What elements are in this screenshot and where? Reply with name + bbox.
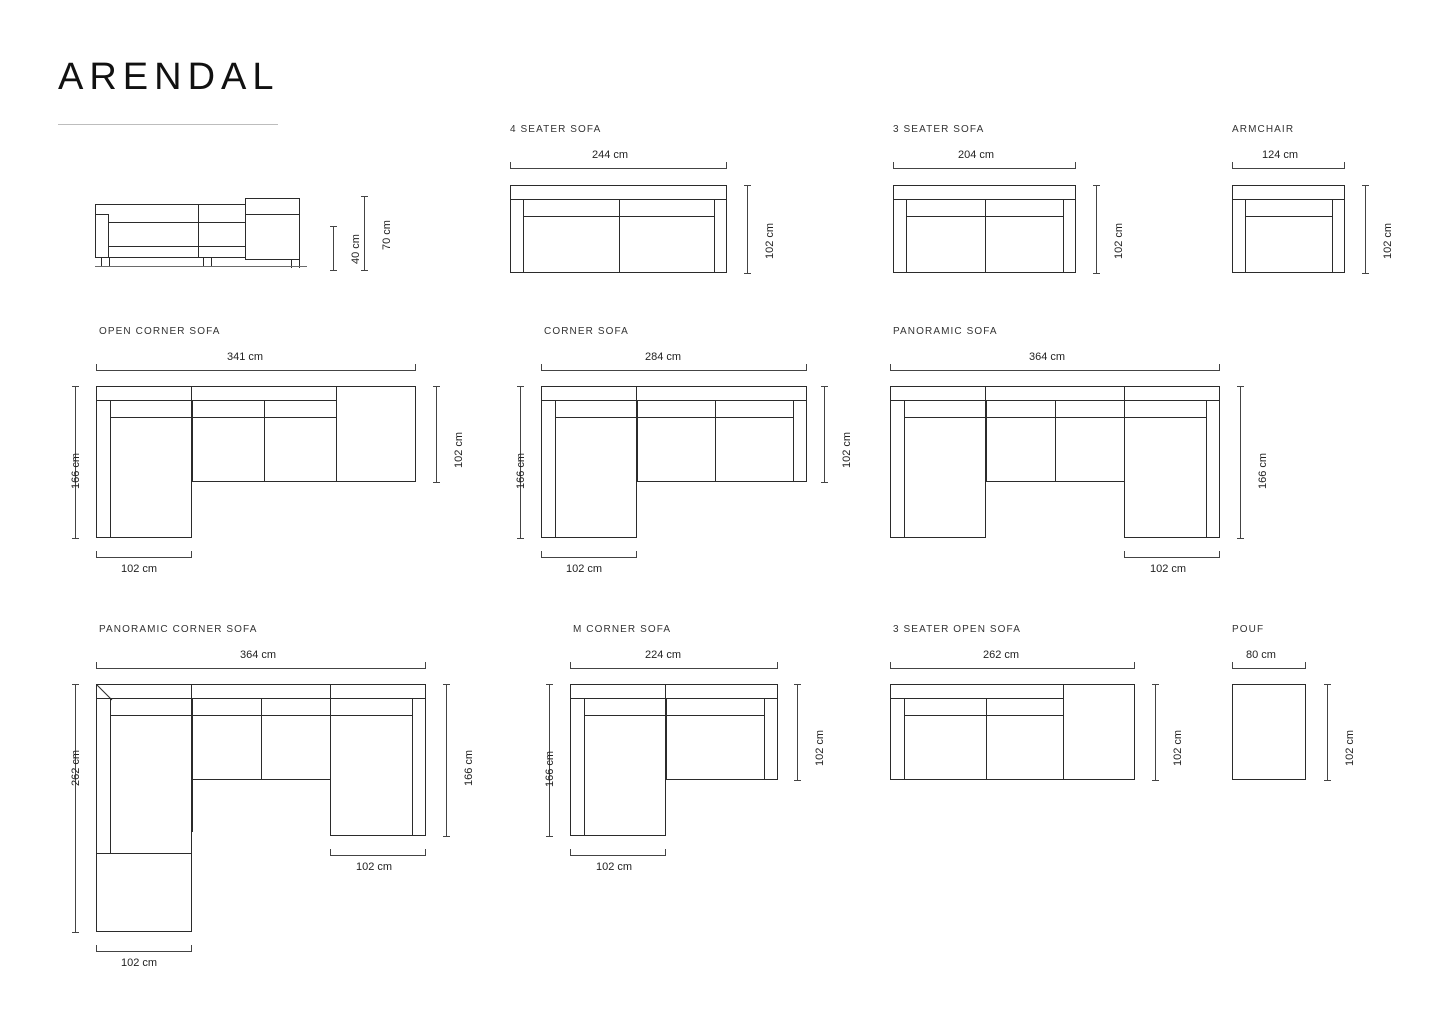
plan-seat-divider bbox=[264, 400, 265, 482]
dim-3open-width: 262 cm bbox=[983, 649, 1020, 661]
plan-arm-left bbox=[110, 400, 111, 538]
plan-arm-left bbox=[555, 400, 556, 538]
plan-arm-left bbox=[906, 199, 907, 273]
perspective-foot bbox=[203, 258, 204, 266]
dim-rule-panoramic-width bbox=[890, 370, 1220, 371]
dim-tick bbox=[330, 849, 331, 856]
dim-tick bbox=[806, 364, 807, 371]
dim-tick bbox=[1219, 364, 1220, 371]
dim-tick bbox=[1152, 780, 1159, 781]
dim-panocorner-width: 364 cm bbox=[240, 649, 277, 661]
plan-seat-divider bbox=[985, 199, 986, 273]
dim-tick bbox=[636, 551, 637, 558]
plan-seat-divider bbox=[986, 698, 987, 780]
plan-cushion-line bbox=[904, 715, 1063, 716]
perspective-foot bbox=[101, 258, 102, 266]
dim-tick bbox=[517, 538, 524, 539]
dim-tick bbox=[443, 836, 450, 837]
plan-backrest-line bbox=[1232, 199, 1345, 200]
dim-tick bbox=[1093, 273, 1100, 274]
dim-mcorner-side: 166 cm bbox=[544, 750, 556, 787]
dim-rule-3open-width bbox=[890, 668, 1135, 669]
plan-panocorner-corner-diagonal bbox=[96, 684, 216, 744]
dim-tick bbox=[361, 196, 368, 197]
perspective-midline bbox=[198, 204, 199, 258]
dim-tick bbox=[570, 849, 571, 856]
dim-rule-mcorner-width bbox=[570, 668, 778, 669]
dim-tick bbox=[794, 780, 801, 781]
dim-tick bbox=[425, 849, 426, 856]
dim-tick bbox=[72, 386, 79, 387]
label-panoramic-sofa: PANORAMIC SOFA bbox=[893, 326, 998, 337]
dim-mcorner-width: 224 cm bbox=[645, 649, 682, 661]
dim-rule-panocorner-arm2 bbox=[330, 855, 426, 856]
brand-divider bbox=[58, 124, 278, 125]
dim-rule-4seater-depth bbox=[747, 185, 748, 273]
dim-tick bbox=[72, 932, 79, 933]
dim-rule-seat-40 bbox=[333, 226, 334, 270]
dim-tick bbox=[72, 684, 79, 685]
dim-panocorner-side: 262 cm bbox=[70, 749, 82, 786]
dim-tick bbox=[665, 849, 666, 856]
plan-cushion-line bbox=[110, 417, 336, 418]
dim-tick bbox=[1237, 538, 1244, 539]
plan-pouf bbox=[1232, 684, 1306, 780]
dim-tick bbox=[821, 386, 828, 387]
dim-rule-pouf-depth bbox=[1327, 684, 1328, 780]
label-pouf: POUF bbox=[1232, 624, 1265, 635]
plan-cushion-line bbox=[584, 715, 764, 716]
dim-tick bbox=[96, 364, 97, 371]
dim-rule-opencorner-width bbox=[96, 370, 416, 371]
dim-tick bbox=[1237, 386, 1244, 387]
dim-tick bbox=[1324, 780, 1331, 781]
dim-tick bbox=[1152, 684, 1159, 685]
dim-corner-depth: 102 cm bbox=[841, 431, 853, 468]
plan-open-end-divider bbox=[1063, 684, 1064, 780]
dim-panoramic-arm: 102 cm bbox=[1150, 563, 1187, 575]
plan-arm-left bbox=[904, 400, 905, 538]
dim-rule-mcorner-arm bbox=[570, 855, 666, 856]
label-4-seater-sofa: 4 SEATER SOFA bbox=[510, 124, 602, 135]
dim-panoramic-side: 166 cm bbox=[1257, 452, 1269, 489]
dim-rule-panoramic-side bbox=[1240, 386, 1241, 538]
dim-rule-panoramic-arm bbox=[1124, 557, 1220, 558]
dim-corner-side: 166 cm bbox=[515, 452, 527, 489]
dim-tick bbox=[361, 270, 368, 271]
perspective-foot bbox=[109, 258, 110, 266]
label-3-seater-open-sofa: 3 SEATER OPEN SOFA bbox=[893, 624, 1021, 635]
perspective-right-module bbox=[245, 198, 300, 260]
dim-tick bbox=[1232, 162, 1233, 169]
dim-tick bbox=[72, 538, 79, 539]
plan-backrest-line bbox=[96, 400, 336, 401]
plan-cushion-line bbox=[1245, 216, 1332, 217]
perspective-right-backline bbox=[245, 214, 300, 215]
plan-backrest-line bbox=[890, 698, 1063, 699]
dim-rule-3seater-width bbox=[893, 168, 1076, 169]
dim-rule-3open-depth bbox=[1155, 684, 1156, 780]
dim-panoramic-width: 364 cm bbox=[1029, 351, 1066, 363]
plan-seat-divider bbox=[1055, 400, 1056, 482]
plan-arm-left bbox=[904, 698, 905, 780]
plan-arm-right bbox=[714, 199, 715, 273]
dim-corner-width: 284 cm bbox=[645, 351, 682, 363]
dim-tick bbox=[1344, 162, 1345, 169]
dim-rule-3seater-depth bbox=[1096, 185, 1097, 273]
dim-4seater-depth: 102 cm bbox=[764, 222, 776, 259]
dim-tick bbox=[821, 482, 828, 483]
dim-rule-opencorner-depth bbox=[436, 386, 437, 482]
dim-height-70: 70 cm bbox=[381, 220, 393, 250]
dim-tick bbox=[425, 662, 426, 669]
dim-tick bbox=[1093, 185, 1100, 186]
dim-rule-panocorner-width bbox=[96, 668, 426, 669]
dim-tick bbox=[96, 662, 97, 669]
dim-tick bbox=[541, 551, 542, 558]
plan-arm-right bbox=[1206, 400, 1207, 538]
dim-tick bbox=[893, 162, 894, 169]
dim-tick bbox=[726, 162, 727, 169]
plan-seat-divider bbox=[666, 698, 667, 780]
dim-rule-panocorner-arm bbox=[96, 951, 192, 952]
plan-seat-divider bbox=[192, 400, 193, 482]
dim-tick bbox=[744, 273, 751, 274]
dim-pouf-depth: 102 cm bbox=[1344, 729, 1356, 766]
dim-tick bbox=[191, 551, 192, 558]
dim-opencorner-depth: 102 cm bbox=[453, 431, 465, 468]
plan-seat-divider bbox=[619, 199, 620, 273]
dim-tick bbox=[890, 364, 891, 371]
label-armchair: ARMCHAIR bbox=[1232, 124, 1295, 135]
dim-tick bbox=[1075, 162, 1076, 169]
dim-tick bbox=[1232, 662, 1233, 669]
dim-tick bbox=[510, 162, 511, 169]
dim-tick bbox=[1324, 684, 1331, 685]
plan-backrest-line bbox=[541, 400, 807, 401]
perspective-floor-line bbox=[95, 266, 307, 267]
dim-tick bbox=[330, 226, 337, 227]
page-title: ARENDAL bbox=[58, 56, 280, 98]
plan-arm-right bbox=[1332, 199, 1333, 273]
dim-pouf-width: 80 cm bbox=[1246, 649, 1276, 661]
dim-tick bbox=[1305, 662, 1306, 669]
dim-rule-corner-arm bbox=[541, 557, 637, 558]
dim-tick bbox=[1362, 185, 1369, 186]
dim-panocorner-arm2: 102 cm bbox=[356, 861, 393, 873]
plan-seat-divider bbox=[1124, 400, 1125, 482]
label-panoramic-corner-sofa: PANORAMIC CORNER SOFA bbox=[99, 624, 258, 635]
label-corner-sofa: CORNER SOFA bbox=[544, 326, 629, 337]
dim-tick bbox=[96, 945, 97, 952]
dim-armchair-depth: 102 cm bbox=[1382, 222, 1394, 259]
plan-seat-divider bbox=[715, 400, 716, 482]
plan-seat-divider bbox=[261, 698, 262, 780]
dim-rule-pouf-width bbox=[1232, 668, 1306, 669]
plan-seat-divider bbox=[637, 400, 638, 482]
dim-tick bbox=[330, 270, 337, 271]
dim-tick bbox=[777, 662, 778, 669]
plan-arm-left bbox=[1245, 199, 1246, 273]
plan-seat-divider bbox=[986, 400, 987, 482]
dim-opencorner-side: 166 cm bbox=[70, 452, 82, 489]
dim-panocorner-depth: 166 cm bbox=[463, 749, 475, 786]
label-open-corner-sofa: OPEN CORNER SOFA bbox=[99, 326, 221, 337]
dim-mcorner-arm: 102 cm bbox=[596, 861, 633, 873]
dim-tick bbox=[1219, 551, 1220, 558]
label-m-corner-sofa: M CORNER SOFA bbox=[573, 624, 672, 635]
dim-3open-depth: 102 cm bbox=[1172, 729, 1184, 766]
dim-rule-corner-depth bbox=[824, 386, 825, 482]
dim-panocorner-arm: 102 cm bbox=[121, 957, 158, 969]
dim-tick bbox=[794, 684, 801, 685]
plan-arm-right bbox=[412, 698, 413, 836]
plan-cushion-line bbox=[555, 417, 793, 418]
dim-tick bbox=[570, 662, 571, 669]
dim-rule-4seater-width bbox=[510, 168, 727, 169]
dim-rule-armchair-width bbox=[1232, 168, 1345, 169]
dim-tick bbox=[541, 364, 542, 371]
plan-arm-left bbox=[584, 698, 585, 836]
dim-tick bbox=[517, 386, 524, 387]
dim-tick bbox=[443, 684, 450, 685]
dim-rule-panocorner-depth bbox=[446, 684, 447, 836]
plan-seat-divider bbox=[330, 698, 331, 780]
plan-arm-right bbox=[793, 400, 794, 482]
plan-arm-right bbox=[764, 698, 765, 780]
dim-armchair-width: 124 cm bbox=[1262, 149, 1299, 161]
dim-tick bbox=[433, 482, 440, 483]
dim-4seater-width: 244 cm bbox=[592, 149, 629, 161]
dim-tick bbox=[890, 662, 891, 669]
plan-backrest-line bbox=[570, 698, 778, 699]
dim-rule-corner-width bbox=[541, 370, 807, 371]
perspective-seatline bbox=[109, 246, 245, 247]
dim-rule-panocorner-side bbox=[75, 684, 76, 932]
dim-opencorner-arm: 102 cm bbox=[121, 563, 158, 575]
dim-rule-opencorner-arm bbox=[96, 557, 192, 558]
dim-tick bbox=[546, 836, 553, 837]
label-3-seater-sofa: 3 SEATER SOFA bbox=[893, 124, 985, 135]
dim-rule-height-70 bbox=[364, 196, 365, 270]
dim-corner-arm: 102 cm bbox=[566, 563, 603, 575]
brand-block bbox=[58, 58, 280, 96]
plan-arm-left bbox=[523, 199, 524, 273]
dim-tick bbox=[1134, 662, 1135, 669]
dim-mcorner-depth: 102 cm bbox=[814, 729, 826, 766]
dim-rule-armchair-depth bbox=[1365, 185, 1366, 273]
plan-panocorner-leg-split bbox=[96, 853, 192, 854]
dim-tick bbox=[96, 551, 97, 558]
perspective-left-arm bbox=[95, 214, 109, 258]
dim-rule-mcorner-depth bbox=[797, 684, 798, 780]
dim-tick bbox=[191, 945, 192, 952]
plan-arm-right bbox=[1063, 199, 1064, 273]
dim-tick bbox=[433, 386, 440, 387]
dim-3seater-width: 204 cm bbox=[958, 149, 995, 161]
product-perspective-view bbox=[95, 200, 355, 290]
dim-opencorner-width: 341 cm bbox=[227, 351, 264, 363]
dim-tick bbox=[415, 364, 416, 371]
perspective-foot bbox=[211, 258, 212, 266]
dim-tick bbox=[546, 684, 553, 685]
dim-3seater-depth: 102 cm bbox=[1113, 222, 1125, 259]
plan-chaise-divider bbox=[336, 386, 337, 482]
dim-seat-height-40: 40 cm bbox=[350, 234, 362, 264]
dim-tick bbox=[1124, 551, 1125, 558]
dim-tick bbox=[744, 185, 751, 186]
dim-tick bbox=[1362, 273, 1369, 274]
